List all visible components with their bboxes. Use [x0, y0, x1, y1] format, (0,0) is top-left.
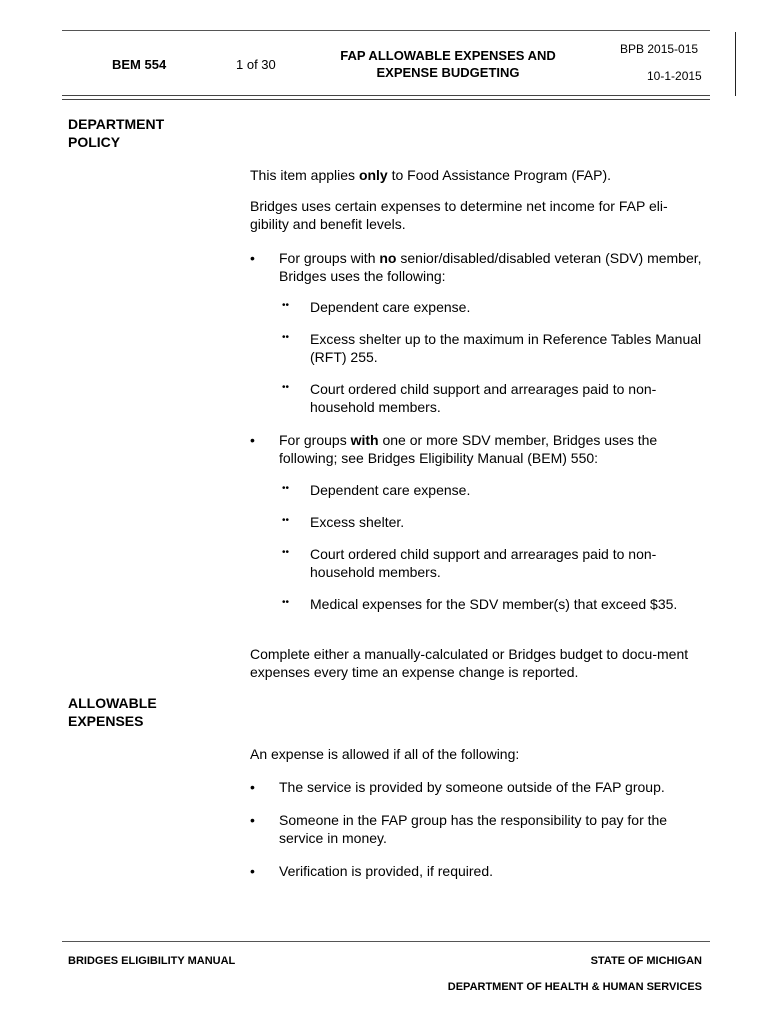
sub-bullet-icon: •• [282, 597, 290, 608]
doc-id: BEM 554 [112, 57, 167, 72]
bulletin-number: BPB 2015-015 [620, 42, 699, 56]
bullet-text: Verification is provided, if required. [279, 863, 493, 879]
text: For groups [279, 432, 351, 448]
heading-line-2: POLICY [68, 134, 121, 150]
sub-bullet-icon: •• [282, 382, 290, 393]
heading-line-2: EXPENSES [68, 713, 144, 729]
emphasis: no [379, 250, 397, 266]
bullet-text: Someone in the FAP group has the responsibility to pay for the service in money. [279, 812, 668, 846]
bullet-icon: • [250, 863, 255, 879]
sub-bullet-text: Medical expenses for the SDV member(s) that exceed $35. [310, 596, 678, 612]
sub-bullet-text: Dependent care expense. [310, 482, 471, 498]
policy-paragraph-1 [250, 166, 705, 184]
bullet-text [279, 249, 705, 285]
title-line-2: EXPENSE BUDGETING [376, 65, 520, 80]
sub-bullet-icon: •• [282, 515, 290, 526]
sub-bullet-text: Court ordered child support and arrearages paid to non-household members. [310, 546, 657, 580]
section-heading-department-policy [68, 115, 218, 151]
bullet-text [279, 431, 705, 467]
sub-bullet-text: Dependent care expense. [310, 299, 471, 315]
sub-bullet-text: Excess shelter. [310, 514, 405, 530]
policy-paragraph-3: Complete either a manually-calculated or Bridges budget to docu-ment expenses every time an expense change is reported. [250, 646, 689, 680]
text: This item applies [250, 167, 359, 183]
sub-bullet-icon: •• [282, 300, 290, 311]
bullet-text: The service is provided by someone outside of the FAP group. [279, 779, 665, 795]
section-heading-allowable-expenses [68, 694, 218, 730]
revision-bar [735, 32, 736, 96]
heading-line-1: ALLOWABLE [68, 695, 157, 711]
page-title [330, 47, 566, 81]
bullet-icon: • [250, 432, 255, 448]
bullet-icon: • [250, 812, 255, 828]
sub-bullet-icon: •• [282, 547, 290, 558]
text: For groups with [279, 250, 380, 266]
sub-bullet-icon: •• [282, 483, 290, 494]
bullet-icon: • [250, 779, 255, 795]
footer-rule [62, 941, 710, 942]
sub-bullet-icon: •• [282, 332, 290, 343]
emphasis: with [350, 432, 379, 448]
header-top-rule [62, 30, 710, 31]
text: one or more SDV member, Bridges uses the following; see Bridges Eligibility Manual (BEM) 550: [279, 432, 658, 466]
text: senior/disabled/disabled veteran (SDV) member, Bridges uses the following: [279, 250, 702, 284]
footer-manual-name: BRIDGES ELIGIBILITY MANUAL [68, 955, 236, 967]
title-line-1: FAP ALLOWABLE EXPENSES AND [340, 48, 556, 63]
policy-paragraph-2: Bridges uses certain expenses to determine net income for FAP eli-gibility and benefit levels. [250, 198, 668, 232]
heading-line-1: DEPARTMENT [68, 116, 165, 132]
footer-department: DEPARTMENT OF HEALTH & HUMAN SERVICES [447, 981, 702, 993]
header-double-rule [62, 95, 710, 100]
allowable-intro: An expense is allowed if all of the following: [250, 746, 520, 762]
bullet-icon: • [250, 250, 255, 266]
emphasis: only [358, 167, 388, 183]
page-number: 1 of 30 [236, 57, 276, 72]
effective-date: 10-1-2015 [647, 69, 702, 83]
text: to Food Assistance Program (FAP). [387, 167, 612, 183]
footer-state: STATE OF MICHIGAN [590, 955, 702, 967]
sub-bullet-text: Excess shelter up to the maximum in Reference Tables Manual (RFT) 255. [310, 331, 702, 365]
sub-bullet-text: Court ordered child support and arrearages paid to non-household members. [310, 381, 657, 415]
